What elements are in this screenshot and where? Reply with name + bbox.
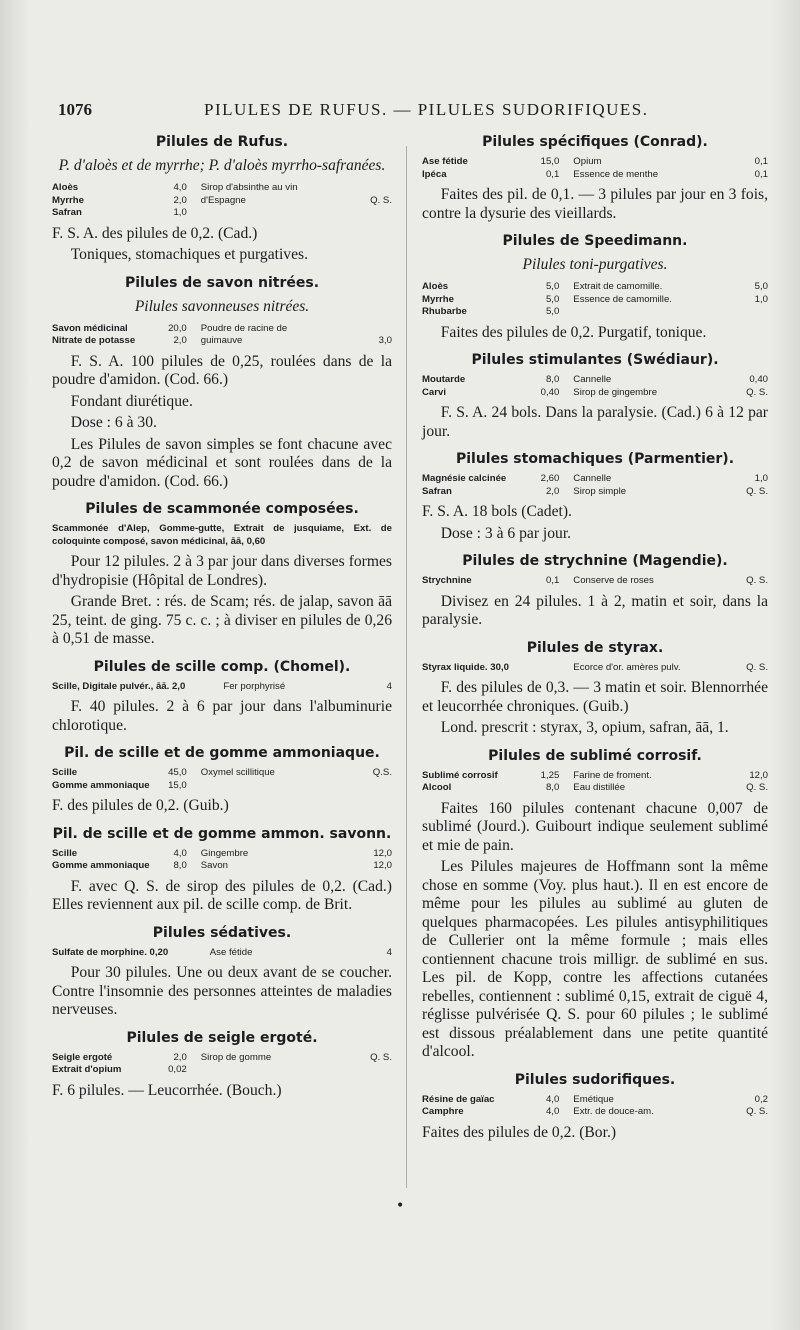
ingredient-quantity: 5,0 [545, 293, 560, 305]
ingredient-name-2: Conserve de roses [573, 575, 654, 586]
ingredient-quantity-2: 5,0 [754, 281, 768, 292]
formula-entry [422, 134, 768, 223]
ingredient-name: Aloès [422, 281, 449, 292]
page-mark: • [396, 1198, 405, 1214]
ingredient-quantity: 2,0 [173, 194, 187, 206]
ingredient-name-2: Fer porphyrisé [223, 680, 286, 692]
formula-title: Pilules de seigle ergoté. [126, 1029, 318, 1046]
ingredient-quantity: 0,02 [168, 1064, 187, 1075]
formula-entry [422, 352, 768, 441]
ingredient-name-2 [195, 780, 351, 793]
ingredient-name: Gomme ammoniaque [52, 779, 150, 791]
ingredients-table [52, 681, 392, 694]
formula-entry [52, 745, 392, 816]
formula-title: Pilules stimulantes (Swédiaur). [471, 352, 719, 368]
ingredient-quantity-2: Q. S. [370, 1051, 392, 1063]
ingredient-name: Aloès [52, 182, 79, 193]
left-column [52, 134, 392, 1110]
ingredient-name: Résine de gaïac [422, 1093, 495, 1105]
ingredients-text: Scammonée d'Alep, Gomme-gutte, Extrait de jusquiame, Ext. de coloquinte composé, savon médicinal, āā, 0,60 [52, 523, 392, 547]
ingredient-name: Scille, Digitale pulvér., āā. 2,0 [52, 680, 186, 692]
ingredient-quantity: 2,0 [173, 335, 187, 346]
ingredient-quantity-2: Q. S. [370, 194, 392, 206]
formula-entry [52, 501, 392, 649]
ingredient-quantity: 5,0 [545, 306, 560, 317]
right-column [422, 134, 768, 1152]
ingredient-name: Safran [52, 207, 82, 218]
ingredients-table [52, 767, 392, 792]
ingredient-name-2: Farine de froment. [573, 769, 652, 781]
ingredient-name: Sublimé corrosif [422, 769, 498, 781]
ingredient-name: Myrrhe [52, 194, 84, 206]
ingredient-quantity: 4,0 [173, 182, 187, 193]
formula-title: Pilules de strychnine (Magendie). [462, 553, 728, 569]
ingredient-row [52, 323, 392, 336]
ingredient-name: Moutarde [422, 374, 466, 385]
ingredient-name: Extrait d'opium [52, 1064, 122, 1075]
ingredient-name-2 [567, 306, 726, 319]
ingredients-table [422, 1094, 768, 1119]
ingredient-row [422, 782, 768, 795]
ingredient-name: Seigle ergoté [52, 1051, 113, 1063]
running-title: PILULES DE RUFUS. — PILULES SUDORIFIQUES. [204, 100, 649, 119]
formula-subtitle: Pilules savonneuses nitrées. [134, 297, 310, 315]
ingredient-name: Gomme ammoniaque [52, 860, 150, 871]
ingredient-name-2: d'Espagne [200, 194, 246, 206]
ingredient-quantity-2 [351, 1064, 392, 1077]
ingredient-row [422, 374, 768, 387]
ingredient-quantity: 4,0 [545, 1106, 560, 1117]
ingredient-quantity: 2,0 [173, 1051, 187, 1063]
ingredients-table [422, 473, 768, 498]
formula-text: Grande Bret. : rés. de Scam; rés. de jalap, savon āā 25, teint. de ging. 75 c. c. ; à diviser en pilules de 0,26 à 0,51 de masse. [52, 593, 392, 647]
ingredient-name-2: Essence de menthe [573, 168, 659, 180]
ingredient-row [52, 780, 392, 793]
ingredient-name: Camphre [422, 1106, 464, 1117]
formula-entry [422, 233, 768, 342]
ingredient-name: Alcool [422, 782, 452, 793]
ingredient-quantity-2: 12,0 [373, 860, 392, 871]
ingredient-quantity-2: Q. S. [746, 1106, 768, 1117]
ingredient-row [422, 387, 768, 400]
ingredient-name-2 [195, 207, 351, 220]
ingredient-quantity [168, 947, 204, 960]
ingredient-name: Savon médicinal [52, 322, 128, 334]
ingredient-name-2: guimauve [200, 335, 243, 346]
ingredient-quantity: 1,25 [540, 769, 560, 781]
ingredient-name: Nitrate de potasse [52, 335, 136, 346]
ingredient-quantity [529, 662, 567, 675]
ingredient-row [52, 767, 392, 780]
formula-title: Pilules sédatives. [152, 924, 292, 941]
ingredients-table [52, 182, 392, 220]
ingredient-row [52, 947, 392, 960]
ingredient-name-2: Eau distillée [573, 782, 626, 793]
ingredient-quantity: 15,0 [168, 779, 187, 791]
formula-text: Faites des pil. de 0,1. — 3 pilules par jour en 3 fois, contre la dysurie des vieillards. [422, 186, 768, 222]
ingredient-name-2: Essence de camomille. [573, 293, 672, 305]
formula-text: Les Pilules de savon simples se font chacune avec 0,2 de savon médicinal et sont roulées dans de la poudre d'amidon. (Cod. 66.) [52, 435, 392, 490]
formula-entry [52, 659, 392, 736]
formula-title: Pilules de scammonée composées. [85, 501, 359, 517]
formula-text: F. S. A. des pilules de 0,2. (Cad.) [52, 224, 258, 242]
column-divider [406, 146, 407, 1188]
formula-text: F. des pilules de 0,2. (Guib.) [52, 797, 229, 814]
formula-entry [52, 275, 392, 492]
ingredient-name: Carvi [422, 386, 446, 398]
ingredient-name-2: Ecorce d'or. amères pulv. [573, 661, 681, 673]
formula-entry [422, 640, 768, 738]
formula-entry [52, 925, 392, 1020]
formula-text: F. 6 pilules. — Leucorrhée. (Bouch.) [52, 1081, 282, 1099]
ingredient-row [422, 294, 768, 307]
formula-title: Pilules stomachiques (Parmentier). [455, 451, 735, 467]
ingredient-quantity: 4,0 [173, 847, 187, 859]
formula-entry [422, 1072, 768, 1143]
ingredient-quantity: 0,40 [540, 386, 560, 398]
ingredient-row [52, 335, 392, 348]
formula-text: F. des pilules de 0,3. — 3 matin et soir. Blennorrhée et leucorrhée chroniques. (Guib.) [422, 679, 768, 715]
ingredient-quantity-2: 3,0 [378, 335, 392, 346]
ingredient-row [52, 1064, 392, 1077]
formula-entry [422, 553, 768, 630]
ingredient-quantity-2: 0,40 [749, 374, 768, 385]
ingredient-quantity-2: Q. S. [746, 782, 768, 793]
ingredients-table [52, 947, 392, 960]
formula-entry [422, 451, 768, 543]
ingredient-quantity-2: Q. S. [746, 485, 768, 497]
ingredient-name-2: Poudre de racine de [200, 322, 288, 334]
ingredient-quantity-2 [726, 306, 768, 319]
ingredient-quantity-2: 0,1 [754, 168, 768, 180]
ingredient-name: Magnésie calcinée [422, 473, 507, 484]
ingredient-row [422, 1094, 768, 1107]
formula-entry [52, 1030, 392, 1101]
ingredient-row [422, 1106, 768, 1119]
ingredient-name-2: Cannelle [573, 473, 612, 484]
formula-text: F. S. A. 24 bols. Dans la paralysie. (Cad.) 6 à 12 par jour. [422, 404, 768, 440]
formula-text: Dose : 3 à 6 par jour. [440, 524, 572, 542]
ingredient-quantity: 8,0 [173, 860, 187, 871]
page-header [58, 100, 746, 124]
formula-title: Pilules de Rufus. [155, 134, 289, 150]
ingredient-quantity [185, 681, 217, 694]
formula-text: Lond. prescrit : styrax, 3, opium, safran, āā, 1. [440, 719, 729, 736]
ingredient-quantity-2: 4 [386, 946, 392, 958]
formula-text: F. S. A. 18 bols (Cadet). [422, 503, 572, 520]
ingredients-table [52, 1052, 392, 1077]
ingredient-row [422, 662, 768, 675]
ingredient-name: Scille [52, 767, 78, 778]
ingredient-quantity: 8,0 [545, 374, 560, 385]
ingredient-quantity-2: Q. S. [746, 575, 768, 586]
ingredients-table [422, 281, 768, 319]
formula-text: Faites des pilules de 0,2. Purgatif, tonique. [440, 323, 707, 341]
formula-text: F. S. A. 100 pilules de 0,25, roulées dans de la poudre d'amidon. (Cod. 66.) [52, 352, 392, 388]
ingredient-name: Rhubarbe [422, 306, 467, 317]
ingredient-quantity-2: 1,0 [754, 293, 768, 305]
ingredient-quantity-2: 12,0 [373, 847, 392, 859]
ingredient-name: Scille [52, 847, 78, 859]
ingredient-name-2: Opium [573, 156, 602, 167]
ingredient-row [52, 207, 392, 220]
ingredient-row [52, 848, 392, 861]
ingredient-row [52, 195, 392, 208]
formula-title: Pilules de styrax. [526, 639, 664, 656]
formula-text: F. avec Q. S. de sirop des pilules de 0,2. (Cad.) Elles reviennent aux pil. de scille comp. de Brit. [52, 877, 392, 913]
ingredient-name-2 [195, 1064, 351, 1077]
ingredient-row [52, 1052, 392, 1065]
formula-title: Pilules spécifiques (Conrad). [482, 134, 708, 150]
ingredient-quantity-2 [351, 182, 392, 195]
ingredient-quantity: 45,0 [168, 767, 187, 778]
ingredient-row [422, 156, 768, 169]
ingredient-name-2: Extrait de camomille. [573, 281, 663, 292]
ingredient-name-2: Oxymel scillitique [200, 767, 275, 778]
ingredient-name-2: Gingembre [200, 847, 249, 859]
ingredient-row [422, 770, 768, 783]
ingredient-quantity-2: 1,0 [754, 473, 768, 484]
ingredient-quantity: 15,0 [540, 156, 560, 167]
ingredient-name-2: Extr. de douce-am. [573, 1106, 654, 1117]
page-number: 1076 [58, 100, 92, 119]
ingredient-name-2: Sirop de gingembre [573, 386, 658, 398]
ingredient-row [52, 860, 392, 873]
ingredient-row [422, 169, 768, 182]
formula-text: Pour 12 pilules. 2 à 3 par jour dans diverses formes d'hydropisie (Hôpital de Londres). [52, 553, 392, 589]
ingredient-name: Sulfate de morphine. 0,20 [52, 946, 169, 958]
ingredient-row [422, 281, 768, 294]
formula-text: Divisez en 24 pilules. 1 à 2, matin et soir, dans la paralysie. [422, 592, 768, 628]
ingredient-quantity-2: 4 [386, 680, 392, 692]
ingredient-quantity: 5,0 [545, 281, 560, 292]
ingredient-quantity: 20,0 [168, 322, 187, 334]
ingredient-name: Safran [422, 485, 452, 497]
ingredient-quantity: 4,0 [545, 1093, 560, 1105]
ingredient-name-2: Sirop de gomme [200, 1051, 272, 1063]
formula-title: Pilules de sublimé corrosif. [488, 747, 702, 764]
ingredient-quantity-2: 0,1 [754, 156, 768, 167]
ingredient-row [52, 182, 392, 195]
ingredient-name-2: Cannelle [573, 374, 612, 385]
ingredients-table [52, 323, 392, 348]
ingredient-quantity: 2,0 [545, 485, 560, 497]
ingredient-quantity-2: 0,2 [754, 1093, 768, 1105]
ingredient-name: Myrrhe [422, 293, 454, 305]
ingredient-quantity-2 [351, 323, 392, 336]
ingredients-table [422, 156, 768, 181]
formula-title: Pil. de scille et de gomme ammoniaque. [64, 745, 380, 761]
formula-entry [52, 134, 392, 265]
formula-entry [52, 826, 392, 915]
formula-text: Fondant diurétique. [70, 392, 193, 410]
ingredient-row [422, 486, 768, 499]
ingredient-name: Ipéca [422, 168, 447, 180]
ingredient-name-2: Savon [200, 860, 228, 871]
ingredients-table [422, 374, 768, 399]
ingredient-quantity: 0,1 [545, 168, 560, 180]
formula-text: Toniques, stomachiques et purgatives. [70, 246, 308, 263]
formula-text: Pour 30 pilules. Une ou deux avant de se coucher. Contre l'insomnie des personnes atteintes de maladies nerveuses. [52, 964, 392, 1018]
formula-subtitle: Pilules toni-purgatives. [522, 256, 668, 273]
ingredients-table [422, 575, 768, 588]
ingredients-table [422, 770, 768, 795]
ingredient-name-2: Sirop simple [573, 485, 627, 497]
ingredients-table [422, 662, 768, 675]
ingredient-row [422, 575, 768, 588]
formula-text: Faites 160 pilules contenant chacune 0,007 de sublimé (Jourd.). Guibourt indique seulement sublimé et mie de pain. [422, 799, 768, 854]
ingredient-quantity: 2,60 [540, 473, 560, 484]
formula-text: F. 40 pilules. 2 à 6 par jour dans l'albuminurie chlorotique. [52, 698, 392, 734]
ingredient-row [422, 473, 768, 486]
ingredient-row [422, 306, 768, 319]
ingredient-quantity: 0,1 [545, 575, 560, 586]
formula-title: Pilules de savon nitrées. [124, 274, 320, 291]
ingredient-quantity-2 [351, 207, 392, 220]
ingredients-table [52, 848, 392, 873]
formula-title: Pilules de Speedimann. [502, 233, 688, 249]
ingredient-quantity-2: Q. S. [746, 386, 768, 398]
ingredient-quantity-2: 12,0 [749, 769, 768, 781]
formula-title: Pilules de scille comp. (Chomel). [93, 658, 351, 675]
ingredient-name-2: Sirop d'absinthe au vin [200, 182, 298, 193]
formula-title: Pilules sudorifiques. [514, 1071, 676, 1088]
formula-subtitle: P. d'aloès et de myrrhe; P. d'aloès myrrho-safranées. [58, 157, 386, 174]
formula-text: Dose : 6 à 30. [70, 414, 157, 431]
formula-entry [422, 748, 768, 1062]
formula-text: Faites des pilules de 0,2. (Bor.) [422, 1123, 617, 1141]
ingredient-row [52, 681, 392, 694]
ingredient-name-2: Ase fétide [209, 946, 253, 958]
ingredient-name-2: Emétique [573, 1093, 614, 1105]
ingredient-quantity-2: Q.S. [372, 767, 392, 778]
formula-title: Pil. de scille et de gomme ammon. savonn. [52, 825, 392, 842]
ingredient-quantity: 8,0 [545, 782, 560, 793]
ingredient-name: Strychnine [422, 575, 472, 586]
ingredient-quantity-2 [351, 780, 392, 793]
formula-text: Les Pilules majeures de Hoffmann sont la même chose en somme (Voy. plus haut.). Il en est encore de même pour les pilules au sublimé au gluten de quelques pharmacopées. Les pilules antisyphilitiques de Cullerier ont la même formule ; mais elles contiennent chacune trois milligr. de sublimé en sus. Les pil. de Kopp, contre les affections cutanées rebelles, contiennent : sublimé 0,15, extrait de ciguë 4, réglisse pulvérisée Q. S. pour 60 pilules ; le sublimé est dissous préalablement dans une petite quantité d'alcool. [422, 858, 768, 1060]
ingredient-name: Ase fétide [422, 156, 468, 167]
ingredient-name: Styrax liquide. 30,0 [422, 661, 509, 673]
ingredient-quantity-2: Q. S. [746, 661, 768, 673]
ingredient-quantity: 1,0 [173, 207, 187, 218]
